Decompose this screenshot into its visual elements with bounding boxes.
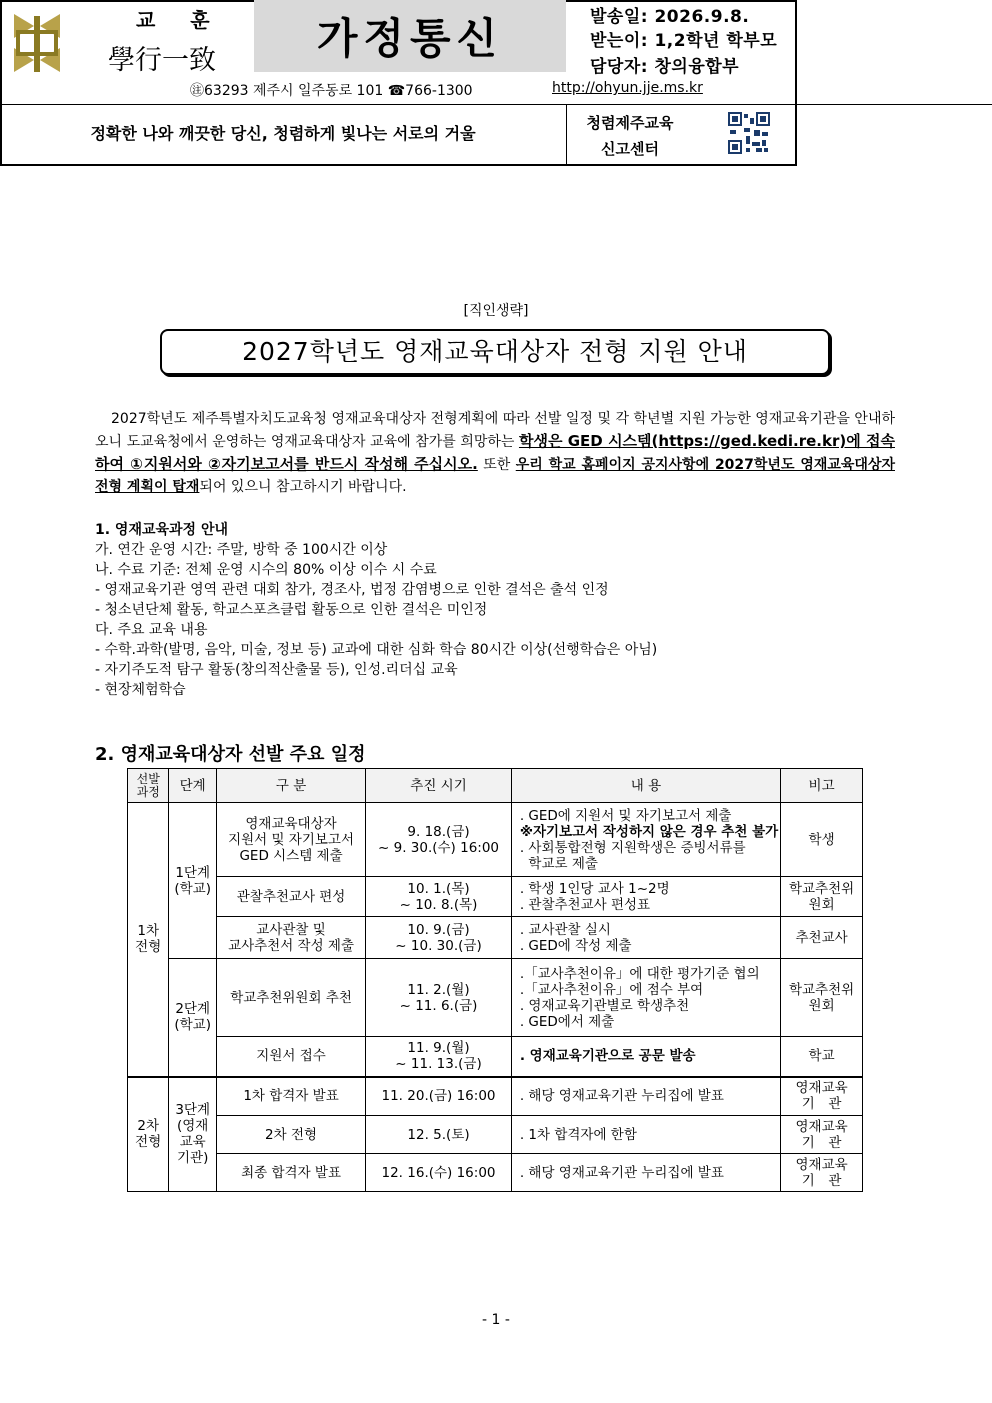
note-cell: 학교	[781, 1037, 863, 1077]
intro-paragraph	[95, 408, 895, 498]
note-cell: 학교추천위 원회	[781, 877, 863, 917]
school-emblem-icon	[6, 8, 68, 78]
school-address: ㊟63293 제주시 일주동로 101 ☎766-1300	[190, 83, 473, 99]
content-line: . GED에서 제출	[519, 1013, 615, 1030]
content-line: . 관찰추천교사 편성표	[519, 896, 651, 913]
table-row	[128, 877, 863, 917]
intro-text-3: 또한	[477, 457, 516, 473]
period-cell: 12. 5.(토)	[366, 1116, 512, 1154]
report-center-label-2: 신고센터	[601, 140, 659, 158]
contact-dept: 담당자: 창의융합부	[590, 57, 740, 77]
item-cell: 관찰추천교사 편성	[216, 877, 365, 917]
content-line: . 1차 합격자에 한함	[519, 1126, 637, 1143]
content-cell	[511, 1154, 780, 1192]
content-line: . 해당 영재교육기관 누리집에 발표	[519, 1088, 724, 1105]
step-cell: 1단계 (학교)	[169, 803, 216, 959]
content-line: .「교사추천이유」에 대한 평가기준 협의	[519, 965, 760, 982]
phase-cell: 2차 전형	[128, 1077, 169, 1192]
intro-text-5: 되어 있으니 참고하시기 바랍니다.	[199, 479, 407, 495]
send-date: 발송일: 2026.9.8.	[590, 7, 750, 27]
content-cell	[511, 917, 780, 959]
s1-line: - 자기주도적 탐구 활동(창의적산출물 등), 인성.리더십 교육	[95, 662, 458, 678]
item-cell: 교사관찰 및 교사추천서 작성 제출	[216, 917, 365, 959]
seal-omitted-tag: [직인생략]	[463, 303, 529, 319]
content-cell	[511, 959, 780, 1037]
item-cell: 최종 합격자 발표	[216, 1154, 365, 1192]
newsletter-title: 가정통신	[316, 14, 504, 63]
report-center-label-1: 청렴제주교육	[586, 114, 674, 132]
period-cell: 11. 9.(월) ~ 11. 13.(금)	[366, 1037, 512, 1077]
period-cell: 12. 16.(수) 16:00	[366, 1154, 512, 1192]
period-cell: 11. 2.(월) ~ 11. 6.(금)	[366, 959, 512, 1037]
s1-line: - 청소년단체 활동, 학교스포츠클럽 활동으로 인한 결석은 미인정	[95, 602, 488, 618]
qr-code-icon[interactable]	[728, 112, 770, 154]
integrity-slogan: 정확한 나와 깨끗한 당신, 청렴하게 빛나는 서로의 거울	[0, 104, 567, 164]
col-header: 비고	[781, 769, 863, 803]
s1-line: 나. 수료 기준: 전체 운영 시수의 80% 이상 이수 시 수료	[95, 562, 437, 578]
col-header: 단계	[169, 769, 216, 803]
content-line: ※자기보고서 작성하지 않은 경우 추천 불가	[519, 823, 779, 840]
col-header: 내 용	[511, 769, 780, 803]
item-cell: 지원서 접수	[216, 1037, 365, 1077]
header-top-row	[0, 0, 992, 105]
content-line: . GED에 작성 제출	[519, 937, 632, 954]
s1-line: 가. 연간 운영 시간: 주말, 방학 중 100시간 이상	[95, 542, 388, 558]
newsletter-header	[0, 0, 797, 166]
table-row	[128, 1037, 863, 1077]
main-title: 2027학년도 영재교육대상자 전형 지원 안내	[160, 329, 830, 375]
content-line: 학교로 제출	[519, 855, 598, 872]
period-cell: 11. 20.(금) 16:00	[366, 1077, 512, 1116]
col-header: 추진 시기	[366, 769, 512, 803]
content-cell	[511, 877, 780, 917]
page-number: - 1 -	[482, 1312, 510, 1328]
col-header: 선발 과정	[128, 769, 169, 803]
content-line: . 영재교육기관으로 공문 발송	[519, 1048, 696, 1065]
intro-emphasis-ged: 학생은 GED 시스템(https://ged.kedi.re.kr)에 접속하여 ①지원서와 ②자기보고서를 반드시 작성해 주십시오.	[95, 432, 895, 473]
note-cell: 학교추천위 원회	[781, 959, 863, 1037]
col-header: 구 분	[216, 769, 365, 803]
motto-label: 교 훈	[136, 8, 224, 32]
header-bottom-row	[0, 104, 992, 164]
table-row	[128, 959, 863, 1037]
schedule-table	[127, 768, 863, 1192]
content-line: . 교사관찰 실시	[519, 921, 611, 938]
school-url-link[interactable]: http://ohyun.jje.ms.kr	[552, 80, 703, 96]
item-cell: 2차 전형	[216, 1116, 365, 1154]
table-row	[128, 1116, 863, 1154]
school-motto: 學行一致	[108, 45, 216, 76]
item-cell: 학교추천위원회 추천	[216, 959, 365, 1037]
content-line: .「교사추천이유」에 점수 부여	[519, 981, 704, 998]
step-cell: 3단계 (영재 교육 기관)	[169, 1077, 216, 1192]
title-box	[254, 0, 566, 72]
note-cell: 영재교육 기 관	[781, 1116, 863, 1154]
intro-emphasis-homepage: 우리 학교 홈페이지 공지사항에 2027학년도 영재교육대상자 전형 계획이 탑재	[95, 457, 895, 495]
step-cell: 2단계 (학교)	[169, 959, 216, 1077]
period-cell: 10. 1.(목) ~ 10. 8.(목)	[366, 877, 512, 917]
item-cell: 영재교육대상자 지원서 및 자기보고서 GED 시스템 제출	[216, 803, 365, 877]
intro-text-1: 2027학년도 제주특별자치도교육청 영재교육대상자 전형계획에 따라 선발 일정 및 각 학년별 지원 가능한 영재교육기관을 안내하오니 도교육청에서 운영하는 영재교육대상자 교육에 참가를 희망하는	[95, 411, 895, 450]
table-row	[128, 803, 863, 877]
content-cell	[511, 1077, 780, 1116]
content-cell	[511, 1037, 780, 1077]
s1-line: - 영재교육기관 영역 관련 대회 참가, 경조사, 법정 감염병으로 인한 결석은 출석 인정	[95, 582, 609, 598]
content-line: . 해당 영재교육기관 누리집에 발표	[519, 1164, 724, 1181]
section1-title: 1. 영재교육과정 안내	[95, 522, 228, 538]
note-cell: 영재교육 기 관	[781, 1154, 863, 1192]
s1-line: - 현장체험학습	[95, 682, 186, 698]
section2-title: 2. 영재교육대상자 선발 주요 일정	[95, 744, 366, 765]
content-line: . 영재교육기관별로 학생추천	[519, 997, 690, 1014]
content-line: . 사회통합전형 지원학생은 증빙서류를	[519, 839, 746, 856]
s1-line: 다. 주요 교육 내용	[95, 622, 208, 638]
phase-cell: 1차 전형	[128, 803, 169, 1077]
note-cell: 영재교육 기 관	[781, 1077, 863, 1116]
content-cell	[511, 1116, 780, 1154]
recipient: 받는이: 1,2학년 학부모	[590, 31, 778, 51]
content-line: . 학생 1인당 교사 1~2명	[519, 880, 670, 897]
content-cell	[511, 803, 780, 877]
table-row	[128, 917, 863, 959]
period-cell: 9. 18.(금) ~ 9. 30.(수) 16:00	[366, 803, 512, 877]
note-cell: 추천교사	[781, 917, 863, 959]
item-cell: 1차 합격자 발표	[216, 1077, 365, 1116]
table-row	[128, 1154, 863, 1192]
s1-line: - 수학.과학(발명, 음악, 미술, 정보 등) 교과에 대한 심화 학습 80시간 이상(선행학습은 아님)	[95, 642, 658, 658]
period-cell: 10. 9.(금) ~ 10. 30.(금)	[366, 917, 512, 959]
note-cell: 학생	[781, 803, 863, 877]
table-row	[128, 1077, 863, 1116]
content-line: . GED에 지원서 및 자기보고서 제출	[519, 807, 732, 824]
